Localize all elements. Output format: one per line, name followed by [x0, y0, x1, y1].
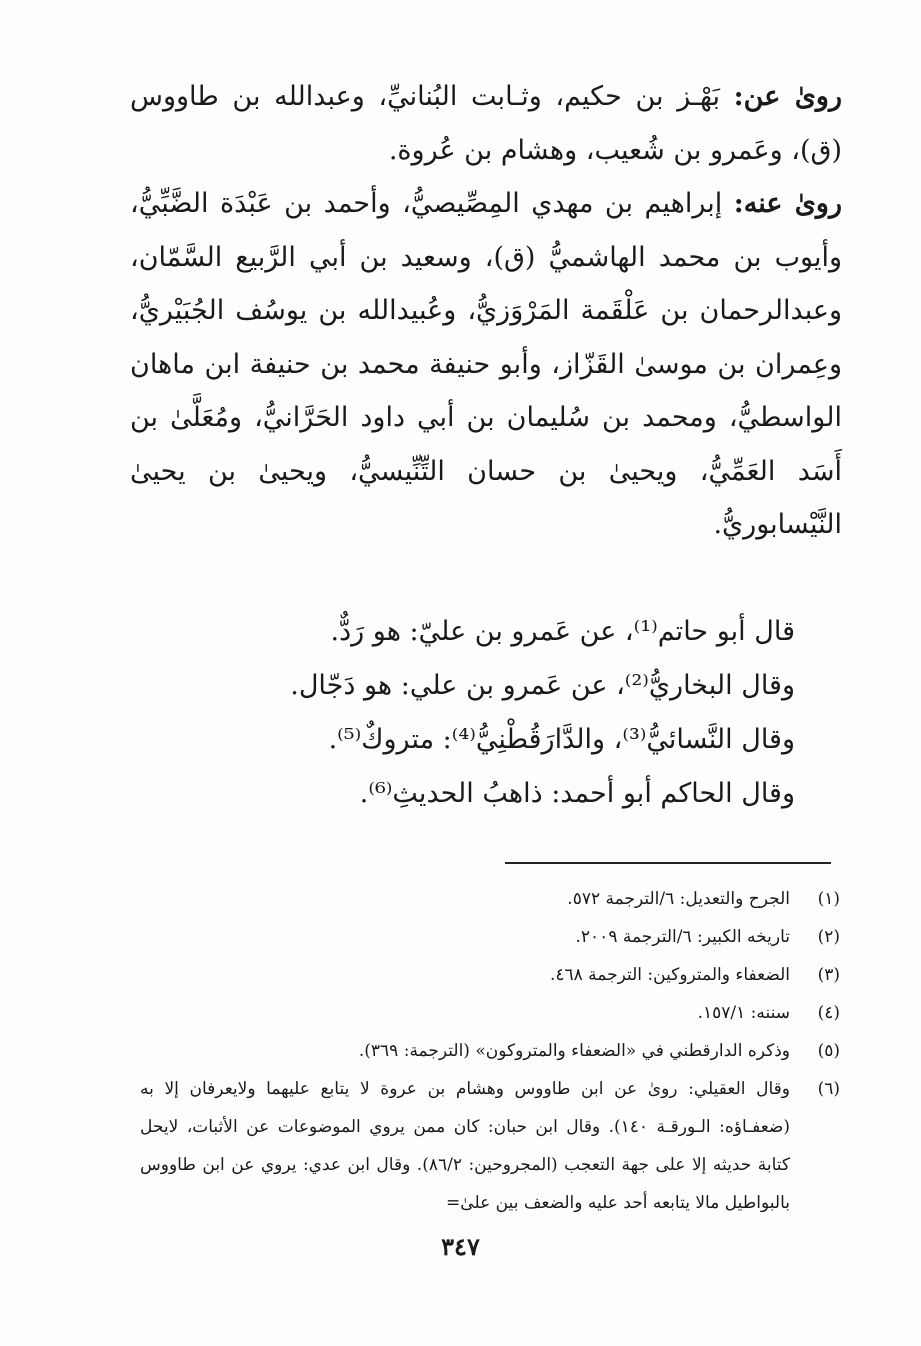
footnote-number: (١) — [817, 889, 840, 909]
narrated-from-text: بَهْـز بن حكيم، وثـابت البُنانيِّ، وعبدالله بن طاووس (ق)، وعَمرو بن شُعيب، وهشام بن عُروة. — [130, 81, 842, 166]
quote-line: وقال الحاكم أبو أحمد: ذاهبُ الحديثِ⁽⁶⁾. — [359, 778, 795, 809]
footnote-number: (٣) — [817, 965, 840, 985]
biography-entry — [130, 70, 842, 552]
footnote-text: تاريخه الكبير: ٦/الترجمة ٢٠٠٩. — [575, 927, 790, 947]
footnote-item — [140, 918, 840, 956]
footnote-item — [140, 1032, 840, 1070]
footnote-number: (٦) — [817, 1079, 840, 1099]
page-number: ٣٤٧ — [441, 1232, 480, 1261]
footnote-text: وذكره الدارقطني في «الضعفاء والمتروكون» (الترجمة: ٣٦٩). — [358, 1041, 790, 1061]
footnote-number: (٤) — [817, 1003, 840, 1023]
footnote-text: الضعفاء والمتروكين: الترجمة ٤٦٨. — [549, 965, 790, 985]
footnote-number: (٢) — [817, 927, 840, 947]
footnote-text: الجرح والتعديل: ٦/الترجمة ٥٧٢. — [567, 889, 790, 909]
quote-line: وقال النَّسائيُّ⁽³⁾، والدَّارَقُطْنِيُّ⁽⁴⁾: متروكٌ⁽⁵⁾. — [328, 724, 795, 755]
quote-line: قال أبو حاتم⁽¹⁾، عن عَمرو بن عليّ: هو رَدٌّ. — [330, 616, 795, 647]
narrated-from-paragraph — [130, 70, 842, 177]
footnotes — [140, 880, 840, 1222]
narrated-from-label: روىٰ عن: — [733, 81, 842, 112]
footnote-text: وقال العقيلي: روىٰ عن ابن طاووس وهشام بن عروة لا يتابع عليهما ولايعرفان إلا به (ضعفـاؤه: الـورقـة ١٤٠). وقال ابن حبان: كان ممن يروي الموضوعات عن الأثبات، لايحل كتابة حديثه إلا على جهة التعجب (المجروحين: ٨٦/٢). وقال ابن عدي: يروي عن ابن طاووس بالبواطيل مالا يتابعه أحد عليه والضعف بين علىٰ= — [140, 1079, 790, 1213]
footnote-item — [140, 956, 840, 994]
footnote-item — [140, 1070, 840, 1222]
footnote-number: (٥) — [817, 1041, 840, 1061]
quote-line: وقال البخاريُّ⁽²⁾، عن عَمرو بن علي: هو دَجّال. — [290, 670, 795, 701]
footnote-divider — [505, 862, 831, 864]
footnote-item — [140, 880, 840, 918]
narrated-by-label: روىٰ عنه: — [733, 188, 843, 219]
narrated-by-text: إبراهيم بن مهدي المِصِّيصيُّ، وأحمد بن عَبْدَة الضَّبِّيُّ، وأيوب بن محمد الهاشميُّ (ق)، وسعيد بن أبي الرَّبيع السَّمّان، وعبدالرحمان بن عَلْقَمة المَرْوَزيُّ، وعُبيدالله بن يوسُف الجُبَيْريُّ، وعِمران بن موسىٰ القَزّاز، وأبو حنيفة محمد بن حنيفة ابن ماهان الواسطيُّ، ومحمد بن سُليمان بن أبي داود الحَرَّانيُّ، ومُعَلَّىٰ بن أَسَد العَمِّيُّ، ويحيىٰ بن حسان التِّنِّيسيُّ، ويحيىٰ بن يحيىٰ النَّيْسابوريُّ. — [130, 188, 842, 540]
critics-quotes — [200, 605, 795, 821]
narrated-by-paragraph — [130, 177, 842, 552]
footnote-item — [140, 994, 840, 1032]
footnote-text: سننه: ١٥٧/١. — [697, 1003, 790, 1023]
